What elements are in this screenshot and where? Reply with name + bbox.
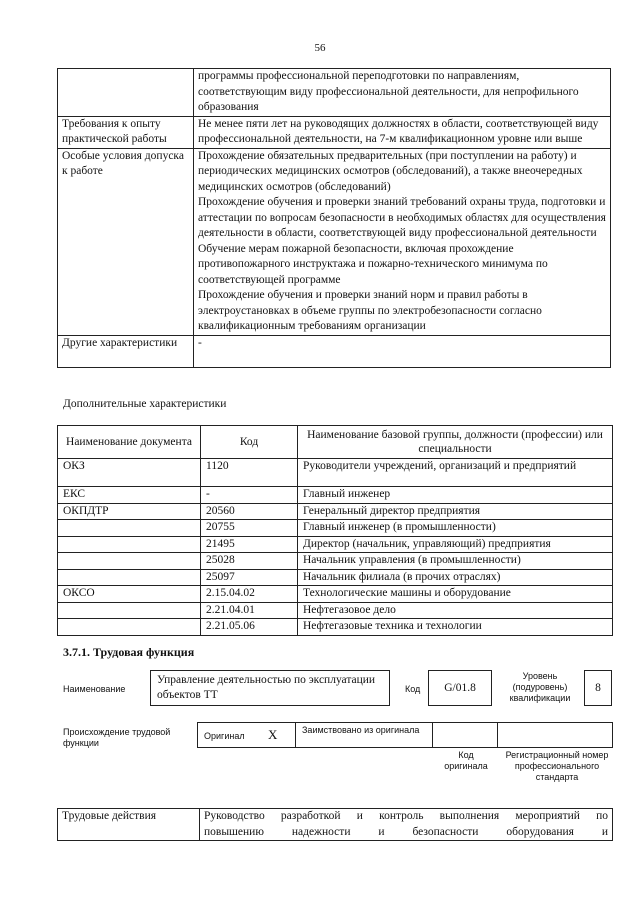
- cell: [58, 619, 201, 636]
- actions-line: Руководство разработкой и контроль выполнения мероприятий по: [204, 810, 608, 822]
- cell: [58, 569, 201, 586]
- row-text: Прохождение обязательных предварительных (при поступлении на работу) и периодических медицинских осмотров (обследований), а также внеочередных медицинских осмотров (обследований): [198, 149, 583, 193]
- row-label: Требования к опыту практической работы: [58, 116, 194, 148]
- row-value: [194, 69, 611, 117]
- qualification-level-value: 8: [595, 682, 601, 694]
- name-label: Наименование: [63, 684, 126, 694]
- cell: 2.15.04.02: [201, 586, 298, 603]
- cell: Нефтегазовые техника и технологии: [298, 619, 613, 636]
- cell: Главный инженер: [298, 487, 613, 504]
- cell: ЕКС: [58, 487, 201, 504]
- registration-number-cell: [497, 722, 613, 748]
- function-name-value: Управление деятельностью по эксплуатации объектов ТТ: [157, 674, 376, 701]
- actions-line: повышению надежности и безопасности оборудования и: [204, 825, 608, 838]
- table-row: [58, 619, 613, 636]
- qualification-level-box: [584, 670, 612, 706]
- table-row: [58, 602, 613, 619]
- row-text: Прохождение обучения и проверки знаний требований охраны труда, подготовки и аттестации по вопросам безопасности в необходимых областях для осуществления деятельности в области, соответствующей виду профессиональной деятельности: [198, 196, 606, 239]
- function-heading: 3.7.1. Трудовая функция: [63, 645, 195, 659]
- borrowed-cell: [295, 722, 433, 748]
- cell: -: [201, 487, 298, 504]
- labor-actions-table: [57, 808, 613, 841]
- row-text: программы профессиональной переподготовки по направлениям, соответствующим виду профессиональной деятельности, для непрофильного образования: [198, 70, 579, 113]
- function-code-box: [428, 670, 492, 706]
- requirements-table: [57, 68, 611, 368]
- cell: 20560: [201, 503, 298, 520]
- row-text: Прохождение обучения и проверки знаний норм и правил работы в электроустановках в объеме группы по электробезопасности согласно квалификационным требованиям организации: [198, 289, 542, 332]
- row-label: Другие характеристики: [58, 335, 194, 367]
- original-label: Оригинал: [204, 731, 245, 741]
- row-value: [194, 335, 611, 367]
- table-row: [58, 69, 611, 117]
- cell: Директор (начальник, управляющий) предприятия: [298, 536, 613, 553]
- cell: 25097: [201, 569, 298, 586]
- cell: 2.21.05.06: [201, 619, 298, 636]
- row-text: Не менее пяти лет на руководящих должностях в области, соответствующей виду профессиональной деятельности, на 7-м квалификационном уровне или выше: [198, 117, 599, 145]
- cell: ОКСО: [58, 586, 201, 603]
- row-text: -: [198, 336, 202, 349]
- original-cell: [197, 722, 296, 748]
- table-row: [58, 487, 613, 504]
- cell: ОКЗ: [58, 459, 201, 487]
- column-header-code: Код: [201, 426, 298, 459]
- qualification-level-label: Уровень (подуровень) квалификации: [509, 671, 571, 703]
- function-code-value: G/01.8: [444, 682, 476, 694]
- cell: 21495: [201, 536, 298, 553]
- cell: Генеральный директор предприятия: [298, 503, 613, 520]
- function-name-box: [150, 670, 390, 706]
- origin-code-label: Код оригинала: [444, 750, 488, 771]
- table-row: [58, 586, 613, 603]
- cell: [58, 553, 201, 570]
- table-row: [58, 335, 611, 367]
- cell: Начальник управления (в промышленности): [298, 553, 613, 570]
- origin-label: Происхождение трудовой функции: [63, 727, 171, 748]
- table-row: [58, 553, 613, 570]
- table-row: [58, 536, 613, 553]
- cell: [58, 520, 201, 537]
- cell: Начальник филиала (в прочих отраслях): [298, 569, 613, 586]
- cell: ОКПДТР: [58, 503, 201, 520]
- origin-code-cell: [432, 722, 498, 748]
- section-caption: Дополнительные характеристики: [63, 398, 227, 410]
- row-value: [194, 148, 611, 335]
- row-label: [58, 69, 194, 117]
- row-text: Обучение мерам пожарной безопасности, включая прохождение противопожарного инструктажа и пожарно-технического минимума по соответствующей программе: [198, 242, 548, 286]
- cell: Технологические машины и оборудование: [298, 586, 613, 603]
- table-row: [58, 116, 611, 148]
- code-label: Код: [405, 684, 421, 694]
- borrowed-label: Заимствовано из оригинала: [302, 725, 420, 735]
- registration-number-label: Регистрационный номер профессионального стандарта: [505, 750, 609, 782]
- actions-value: [200, 809, 613, 841]
- cell: 1120: [201, 459, 298, 487]
- column-header-group: Наименование базовой группы, должности (профессии) или специальности: [298, 426, 613, 459]
- additional-characteristics-table: [57, 425, 613, 636]
- cell: Главный инженер (в промышленности): [298, 520, 613, 537]
- table-row: [58, 503, 613, 520]
- table-row: [58, 520, 613, 537]
- cell: 2.21.04.01: [201, 602, 298, 619]
- row-value: [194, 116, 611, 148]
- cell: 20755: [201, 520, 298, 537]
- original-mark: X: [268, 727, 278, 742]
- cell: [58, 602, 201, 619]
- column-header-document: Наименование документа: [58, 426, 201, 459]
- actions-label: Трудовые действия: [58, 809, 200, 841]
- table-row: [58, 459, 613, 487]
- cell: Руководители учреждений, организаций и предприятий: [298, 459, 613, 487]
- header-row: [58, 426, 613, 459]
- cell: Нефтегазовое дело: [298, 602, 613, 619]
- cell: [58, 536, 201, 553]
- row-label: Особые условия допуска к работе: [58, 148, 194, 335]
- table-row: [58, 809, 613, 841]
- page-number: 56: [314, 42, 326, 54]
- table-row: [58, 569, 613, 586]
- table-row: [58, 148, 611, 335]
- cell: 25028: [201, 553, 298, 570]
